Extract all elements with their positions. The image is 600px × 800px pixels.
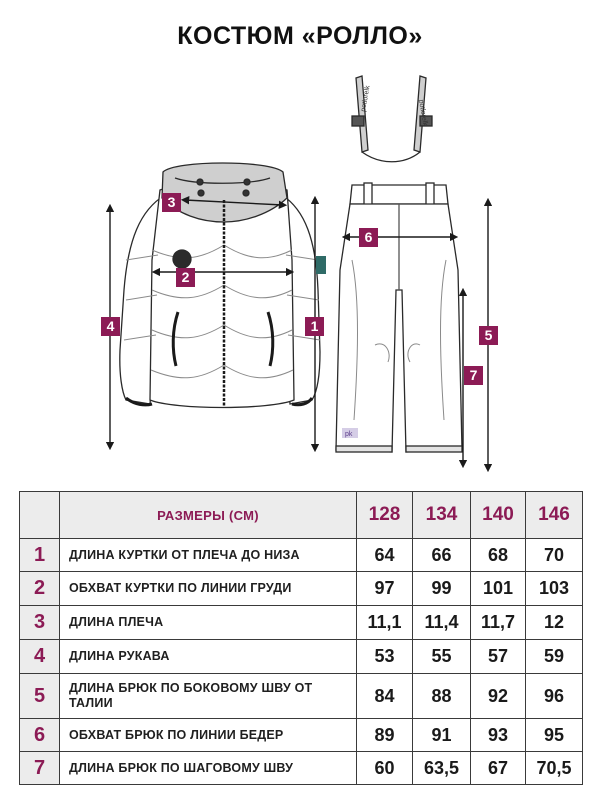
pants-drawing xyxy=(336,76,462,452)
marker-1: 1 xyxy=(305,317,324,336)
row-value: 101 xyxy=(471,572,526,606)
marker-5: 5 xyxy=(479,326,498,345)
row-label: ДЛИНА БРЮК ПО БОКОВОМУ ШВУ ОТ ТАЛИИ xyxy=(60,674,357,719)
row-number: 4 xyxy=(20,640,60,674)
pants-label-text: pk xyxy=(345,431,353,438)
table-row xyxy=(20,674,583,719)
row-value: 99 xyxy=(413,572,471,606)
row-value: 95 xyxy=(526,719,583,752)
jacket-drawing xyxy=(120,163,326,408)
table-row xyxy=(20,606,583,640)
size-col-header: 146 xyxy=(526,492,583,539)
row-value: 55 xyxy=(413,640,471,674)
size-table xyxy=(19,491,583,785)
jacket-logo-patch xyxy=(173,250,191,268)
row-value: 70 xyxy=(526,539,583,572)
row-label: ДЛИНА РУКАВА xyxy=(60,640,357,674)
marker-4: 4 xyxy=(101,317,120,336)
row-value: 91 xyxy=(413,719,471,752)
row-value: 11,4 xyxy=(413,606,471,640)
row-label: ДЛИНА БРЮК ПО ШАГОВОМУ ШВУ xyxy=(60,752,357,785)
row-number: 7 xyxy=(20,752,60,785)
row-value: 89 xyxy=(357,719,413,752)
marker-2: 2 xyxy=(176,268,195,287)
table-row xyxy=(20,572,583,606)
row-number: 1 xyxy=(20,539,60,572)
strap-logo-text: potlorelk xyxy=(360,85,372,113)
row-value: 11,1 xyxy=(357,606,413,640)
row-value: 70,5 xyxy=(526,752,583,785)
row-value: 93 xyxy=(471,719,526,752)
row-value: 59 xyxy=(526,640,583,674)
strap-logo-text-2: potlorelk xyxy=(417,99,429,127)
header-label: РАЗМЕРЫ (СМ) xyxy=(60,492,357,539)
row-number: 2 xyxy=(20,572,60,606)
row-value: 84 xyxy=(357,674,413,719)
table-row xyxy=(20,539,583,572)
size-col-header: 134 xyxy=(413,492,471,539)
table-row xyxy=(20,752,583,785)
row-value: 97 xyxy=(357,572,413,606)
marker-7: 7 xyxy=(464,366,483,385)
row-value: 103 xyxy=(526,572,583,606)
row-label: ДЛИНА КУРТКИ ОТ ПЛЕЧА ДО НИЗА xyxy=(60,539,357,572)
row-value: 12 xyxy=(526,606,583,640)
jacket-sleeve-tag xyxy=(316,256,326,274)
row-value: 60 xyxy=(357,752,413,785)
table-row xyxy=(20,719,583,752)
row-value: 88 xyxy=(413,674,471,719)
row-value: 63,5 xyxy=(413,752,471,785)
table-row xyxy=(20,640,583,674)
row-label: ОБХВАТ КУРТКИ ПО ЛИНИИ ГРУДИ xyxy=(60,572,357,606)
row-value: 57 xyxy=(471,640,526,674)
row-label: ДЛИНА ПЛЕЧА xyxy=(60,606,357,640)
table-corner xyxy=(20,492,60,539)
row-number: 6 xyxy=(20,719,60,752)
row-number: 3 xyxy=(20,606,60,640)
table-header-row xyxy=(20,492,583,539)
size-col-header: 128 xyxy=(357,492,413,539)
row-number: 5 xyxy=(20,674,60,719)
row-value: 53 xyxy=(357,640,413,674)
row-label: ОБХВАТ БРЮК ПО ЛИНИИ БЕДЕР xyxy=(60,719,357,752)
marker-3: 3 xyxy=(162,193,181,212)
page-title: КОСТЮМ «РОЛЛО» xyxy=(177,22,423,50)
row-value: 67 xyxy=(471,752,526,785)
size-col-header: 140 xyxy=(471,492,526,539)
row-value: 96 xyxy=(526,674,583,719)
row-value: 92 xyxy=(471,674,526,719)
marker-6: 6 xyxy=(359,228,378,247)
row-value: 68 xyxy=(471,539,526,572)
row-value: 11,7 xyxy=(471,606,526,640)
row-value: 66 xyxy=(413,539,471,572)
row-value: 64 xyxy=(357,539,413,572)
